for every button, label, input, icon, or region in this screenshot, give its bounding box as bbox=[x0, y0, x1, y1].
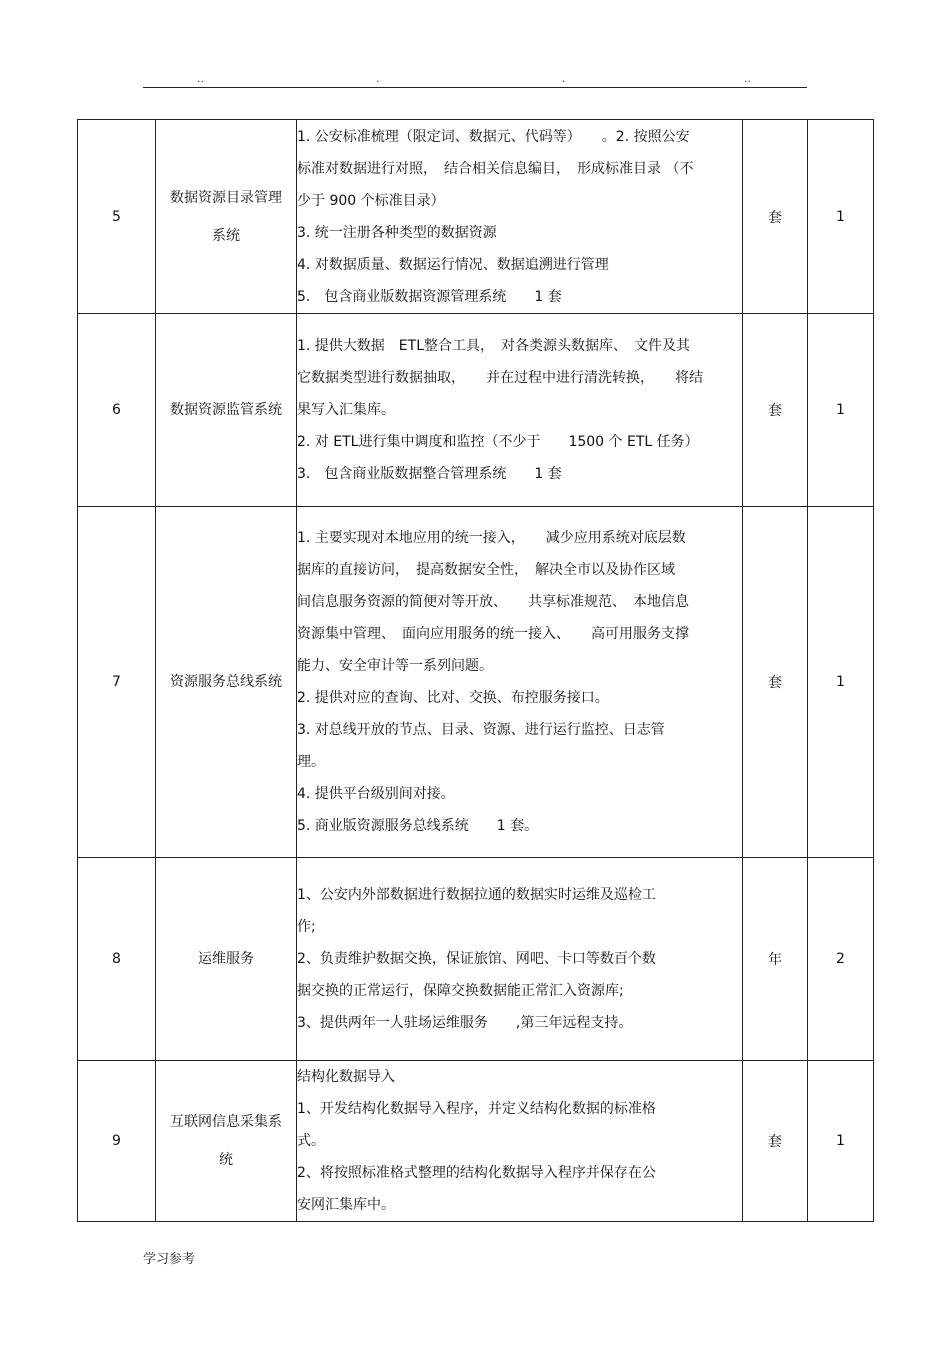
spec-table bbox=[77, 119, 874, 1222]
row-number: 8 bbox=[78, 858, 156, 1061]
description-line: 资源集中管理、 面向应用服务的统一接入、 高可用服务支撑 bbox=[297, 626, 689, 642]
table-row bbox=[78, 858, 874, 1061]
row-number: 7 bbox=[78, 507, 156, 858]
quantity: 1 bbox=[808, 120, 874, 314]
description-line: 4. 提供平台级别间对接。 bbox=[297, 786, 455, 802]
description-line: 3. 对总线开放的节点、目录、资源、进行运行监控、日志管 bbox=[297, 722, 665, 738]
description-line: 3. 包含商业版数据整合管理系统 1 套 bbox=[297, 466, 562, 482]
description-cell bbox=[297, 858, 743, 1061]
description-line: 理。 bbox=[297, 754, 325, 770]
system-name: 运维服务 bbox=[198, 951, 254, 967]
description-cell bbox=[297, 120, 743, 314]
description-line: 2、将按照标准格式整理的结构化数据导入程序并保存在公 bbox=[297, 1165, 656, 1181]
description-line: 安网汇集库中。 bbox=[297, 1197, 395, 1213]
description-line: 结构化数据导入 bbox=[297, 1069, 395, 1085]
unit: 套 bbox=[743, 507, 808, 858]
description-line: 3. 统一注册各种类型的数据资源 bbox=[297, 224, 497, 241]
description-cell bbox=[297, 314, 743, 507]
system-name: 数据资源目录管理系统 bbox=[170, 189, 282, 244]
row-number: 9 bbox=[78, 1061, 156, 1222]
description-line: 4. 对数据质量、数据运行情况、数据追溯进行管理 bbox=[297, 256, 609, 273]
table-row bbox=[78, 314, 874, 507]
table-row bbox=[78, 120, 874, 314]
description-line: 果写入汇集库。 bbox=[297, 402, 395, 418]
description-line: 能力、安全审计等一系列问题。 bbox=[297, 658, 493, 674]
unit: 套 bbox=[743, 120, 808, 314]
header-dot: . bbox=[376, 72, 380, 85]
description-line: 2. 对 ETL进行集中调度和监控（不少于 1500 个 ETL 任务） bbox=[297, 434, 699, 450]
description-cell bbox=[297, 1061, 743, 1222]
description-line: 式。 bbox=[297, 1133, 325, 1149]
header-dot: .. bbox=[744, 72, 751, 85]
system-name: 资源服务总线系统 bbox=[170, 674, 282, 690]
quantity: 1 bbox=[808, 314, 874, 507]
description-line: 1、公安内外部数据进行数据拉通的数据实时运维及巡检工 bbox=[297, 887, 656, 903]
header-dot: . bbox=[562, 72, 566, 85]
system-name-cell bbox=[156, 507, 297, 858]
system-name-cell bbox=[156, 314, 297, 507]
unit: 年 bbox=[743, 858, 808, 1061]
system-name: 互联网信息采集系统 bbox=[170, 1114, 282, 1168]
description-line: 2. 提供对应的查询、比对、交换、布控服务接口。 bbox=[297, 690, 609, 706]
header-rule bbox=[143, 87, 807, 88]
quantity: 2 bbox=[808, 858, 874, 1061]
description-line: 间信息服务资源的简便对等开放、 共享标准规范、 本地信息 bbox=[297, 594, 689, 610]
unit: 套 bbox=[743, 1061, 808, 1222]
description-line: 5. 商业版资源服务总线系统 1 套。 bbox=[297, 818, 539, 834]
unit: 套 bbox=[743, 314, 808, 507]
row-number: 5 bbox=[78, 120, 156, 314]
system-name-cell bbox=[156, 858, 297, 1061]
table-row bbox=[78, 1061, 874, 1222]
description-line: 1. 公安标准梳理（限定词、数据元、代码等） 。2. 按照公安 bbox=[297, 128, 690, 145]
header-dot: .. bbox=[197, 72, 204, 85]
description-line: 标准对数据进行对照， 结合相关信息编目， 形成标准目录 （不 bbox=[297, 160, 694, 177]
description-line: 1. 提供大数据 ETL整合工具， 对各类源头数据库、 文件及其 bbox=[297, 338, 691, 354]
description-line: 1. 主要实现对本地应用的统一接入， 减少应用系统对底层数 bbox=[297, 530, 686, 546]
description-line: 据交换的正常运行，保障交换数据能正常汇入资源库; bbox=[297, 983, 624, 999]
description-line: 它数据类型进行数据抽取， 并在过程中进行清洗转换， 将结 bbox=[297, 370, 703, 386]
description-line: 5. 包含商业版数据资源管理系统 1 套 bbox=[297, 288, 562, 305]
description-line: 少于 900 个标准目录） bbox=[297, 192, 445, 209]
row-number: 6 bbox=[78, 314, 156, 507]
system-name: 数据资源监管系统 bbox=[170, 402, 282, 418]
description-line: 作; bbox=[297, 919, 316, 935]
quantity: 1 bbox=[808, 1061, 874, 1222]
system-name-cell bbox=[156, 1061, 297, 1222]
quantity: 1 bbox=[808, 507, 874, 858]
description-line: 3、提供两年一人驻场运维服务 ,第三年远程支持。 bbox=[297, 1015, 633, 1031]
description-line: 据库的直接访问， 提高数据安全性， 解决全市以及协作区域 bbox=[297, 562, 675, 578]
table-row bbox=[78, 507, 874, 858]
description-line: 2、负责维护数据交换，保证旅馆、网吧、卡口等数百个数 bbox=[297, 951, 656, 967]
description-cell bbox=[297, 507, 743, 858]
system-name-cell bbox=[156, 120, 297, 314]
description-line: 1、开发结构化数据导入程序，并定义结构化数据的标准格 bbox=[297, 1101, 656, 1117]
footer-text: 学习参考 bbox=[143, 1252, 196, 1267]
header-dots bbox=[0, 72, 950, 86]
